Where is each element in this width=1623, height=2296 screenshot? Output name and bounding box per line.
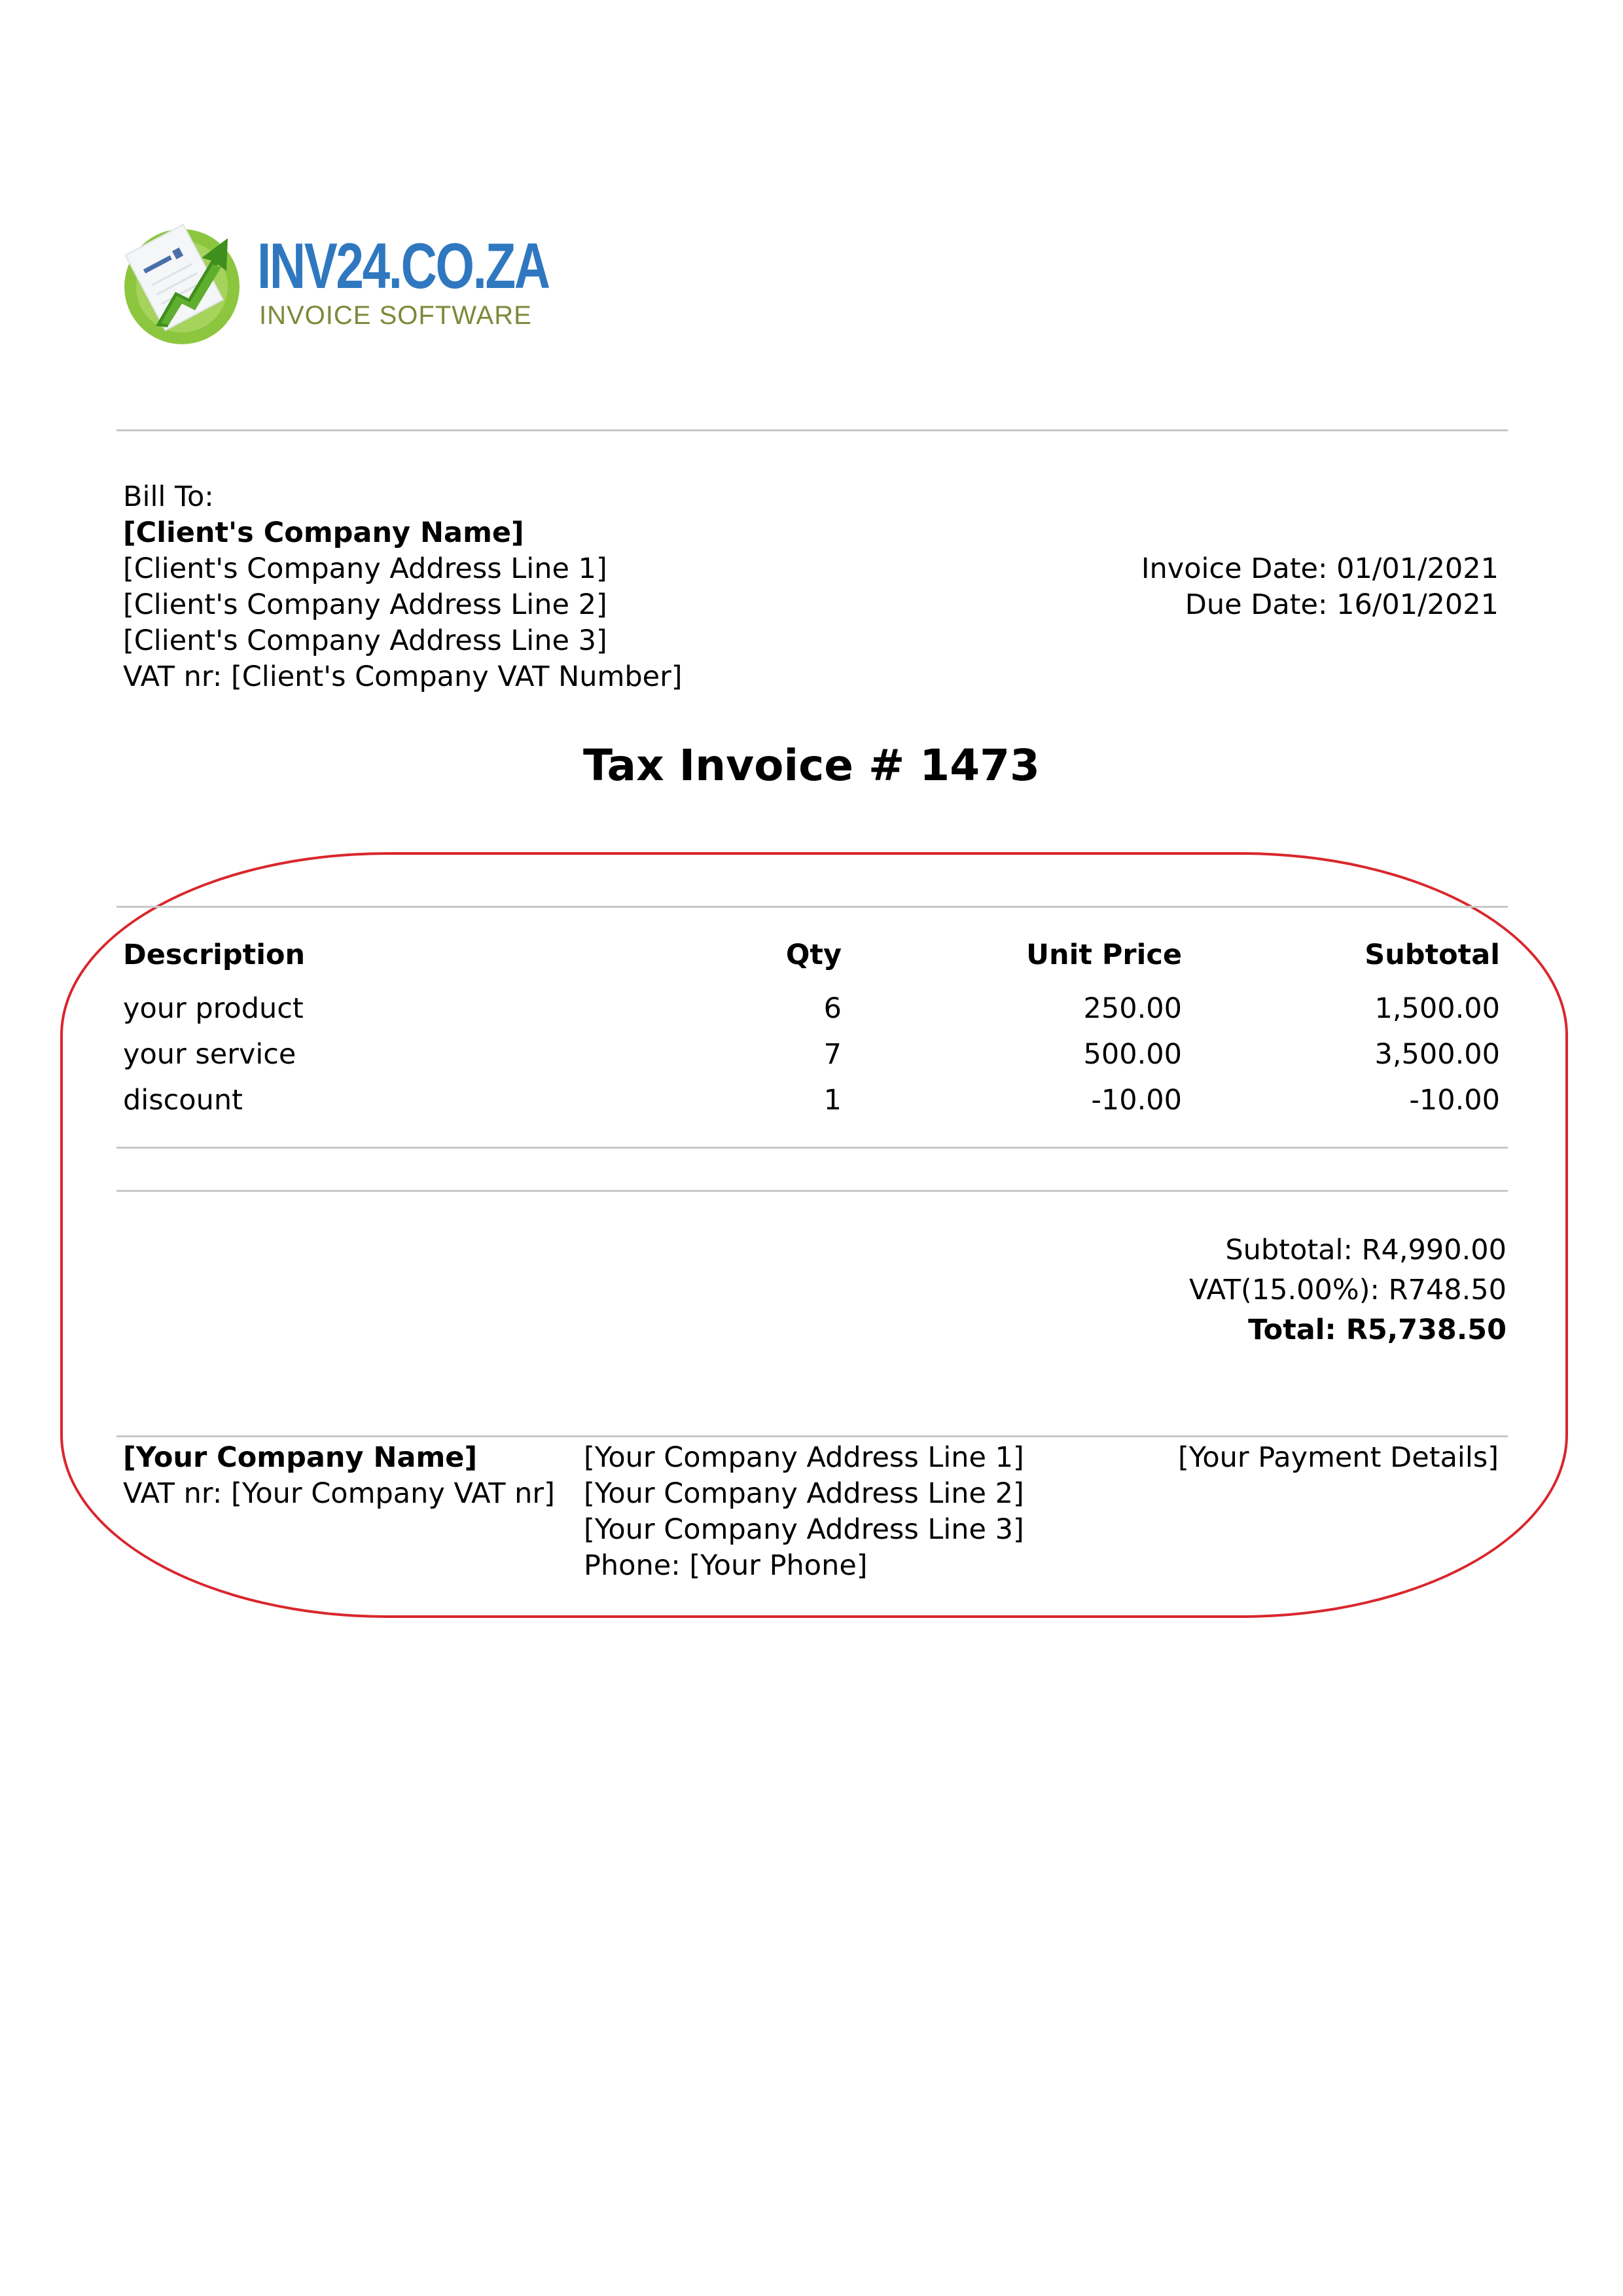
header-subtotal: Subtotal	[1364, 939, 1500, 971]
company-logo	[116, 208, 549, 346]
row-qty: 6	[823, 992, 842, 1025]
your-payment-details: [Your Payment Details]	[1177, 1441, 1499, 1474]
logo-subtitle: INVOICE SOFTWARE	[259, 301, 532, 330]
your-address-line-1: [Your Company Address Line 1]	[584, 1441, 1024, 1474]
row-qty: 1	[823, 1084, 842, 1117]
row-subtotal: 1,500.00	[1374, 992, 1500, 1025]
table-row	[123, 1077, 1500, 1123]
client-address-line-1: [Client's Company Address Line 1]	[123, 552, 607, 585]
footer-company-info	[123, 1440, 555, 1512]
totals-block	[1189, 1230, 1507, 1350]
row-subtotal: 3,500.00	[1374, 1038, 1500, 1071]
row-subtotal: -10.00	[1409, 1084, 1500, 1117]
invoice-title: Tax Invoice # 1473	[583, 740, 1040, 791]
table-row	[123, 986, 1500, 1031]
divider-table-bottom	[116, 1147, 1508, 1149]
client-vat-number: VAT nr: [Client's Company VAT Number]	[123, 660, 683, 693]
header-unit-price: Unit Price	[1026, 939, 1182, 971]
totals-total: Total: R5,738.50	[1248, 1314, 1507, 1346]
invoice-dates	[1141, 551, 1499, 623]
row-unit-price: 250.00	[1083, 992, 1182, 1025]
footer-company-address	[584, 1440, 1024, 1584]
your-address-line-3: [Your Company Address Line 3]	[584, 1513, 1024, 1546]
your-company-vat: VAT nr: [Your Company VAT nr]	[123, 1477, 555, 1510]
row-description: your product	[123, 992, 304, 1025]
invoice-date: Invoice Date: 01/01/2021	[1141, 552, 1499, 585]
invoice-growth-arrow-icon	[116, 215, 247, 346]
divider-table-top	[116, 906, 1508, 908]
your-phone: Phone: [Your Phone]	[584, 1549, 868, 1582]
bill-to-block	[123, 479, 683, 695]
totals-subtotal: Subtotal: R4,990.00	[1225, 1234, 1507, 1266]
line-items-table	[123, 929, 1500, 1123]
footer-payment-details	[1178, 1440, 1499, 1476]
header-qty: Qty	[785, 939, 842, 971]
row-unit-price: -10.00	[1091, 1084, 1182, 1117]
table-row	[123, 1031, 1500, 1077]
header-description: Description	[123, 939, 306, 971]
your-address-line-2: [Your Company Address Line 2]	[584, 1477, 1024, 1510]
client-address-line-3: [Client's Company Address Line 3]	[123, 624, 607, 657]
logo-title: INV24.CO.ZA	[257, 230, 549, 302]
row-unit-price: 500.00	[1083, 1038, 1182, 1071]
row-description: discount	[123, 1084, 243, 1117]
due-date: Due Date: 16/01/2021	[1185, 588, 1499, 621]
bill-to-label: Bill To:	[123, 480, 214, 513]
client-address-line-2: [Client's Company Address Line 2]	[123, 588, 607, 621]
divider-totals-top	[116, 1190, 1508, 1192]
client-company-name: [Client's Company Name]	[123, 516, 524, 549]
divider-top	[116, 429, 1508, 431]
totals-vat: VAT(15.00%): R748.50	[1188, 1274, 1507, 1306]
row-description: your service	[123, 1038, 296, 1071]
divider-footer	[116, 1435, 1508, 1437]
your-company-name: [Your Company Name]	[123, 1441, 478, 1474]
table-header-row	[123, 929, 1500, 980]
row-qty: 7	[823, 1038, 842, 1071]
